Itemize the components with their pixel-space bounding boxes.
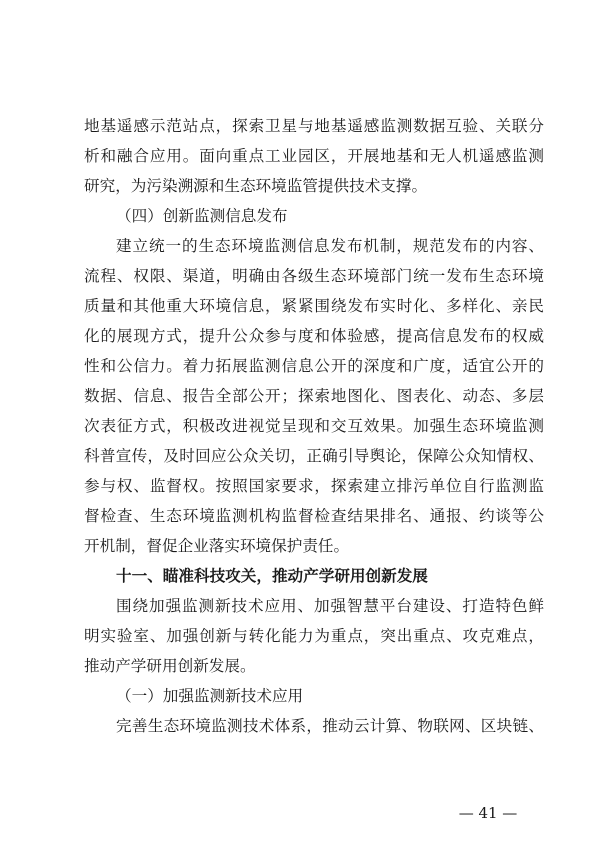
paragraph-line: 质量和其他重大环境信息，紧紧围绕发布实时化、多样化、亲民	[84, 297, 544, 315]
paragraph-line: 推动产学研用创新发展。	[84, 657, 256, 675]
paragraph-line: 析和融合应用。面向重点工业园区，开展地基和无人机遥感监测	[84, 147, 544, 165]
paragraph-line: 明实验室、加强创新与转化能力为重点，突出重点、攻克难点，	[84, 627, 544, 645]
page-number: — 41 —	[458, 804, 518, 822]
paragraph-line: 流程、权限、渠道，明确由各级生态环境部门统一发布生态环境	[84, 267, 544, 285]
paragraph-line: 围绕加强监测新技术应用、加强智慧平台建设、打造特色鲜	[116, 597, 544, 615]
paragraph-line: 科普宣传，及时回应公众关切，正确引导舆论，保障公众知情权、	[84, 447, 544, 465]
paragraph-line: 完善生态环境监测技术体系，推动云计算、物联网、区块链、	[116, 717, 544, 735]
paragraph-line: 地基遥感示范站点，探索卫星与地基遥感监测数据互验、关联分	[84, 117, 544, 135]
paragraph-line: 性和公信力。着力拓展监测信息公开的深度和广度，适宜公开的	[84, 357, 544, 375]
paragraph-line: 次表征方式，积极改进视觉呈现和交互效果。加强生态环境监测	[84, 417, 544, 435]
section-heading: 十一、瞄准科技攻关，推动产学研用创新发展	[116, 567, 428, 585]
paragraph-line: 建立统一的生态环境监测信息发布机制，规范发布的内容、	[116, 237, 544, 255]
paragraph-line: 开机制，督促企业落实环境保护责任。	[84, 537, 350, 555]
paragraph-line: 数据、信息、报告全部公开；探索地图化、图表化、动态、多层	[84, 387, 544, 405]
subsection-heading: （四）创新监测信息发布	[116, 207, 288, 225]
paragraph-line: 化的展现方式，提升公众参与度和体验感，提高信息发布的权威	[84, 327, 544, 345]
paragraph-line: 督检查、生态环境监测机构监督检查结果排名、通报、约谈等公	[84, 507, 544, 525]
subsection-heading: （一）加强监测新技术应用	[116, 687, 304, 705]
paragraph-line: 研究，为污染溯源和生态环境监管提供技术支撑。	[84, 177, 428, 195]
paragraph-line: 参与权、监督权。按照国家要求，探索建立排污单位自行监测监	[84, 477, 544, 495]
